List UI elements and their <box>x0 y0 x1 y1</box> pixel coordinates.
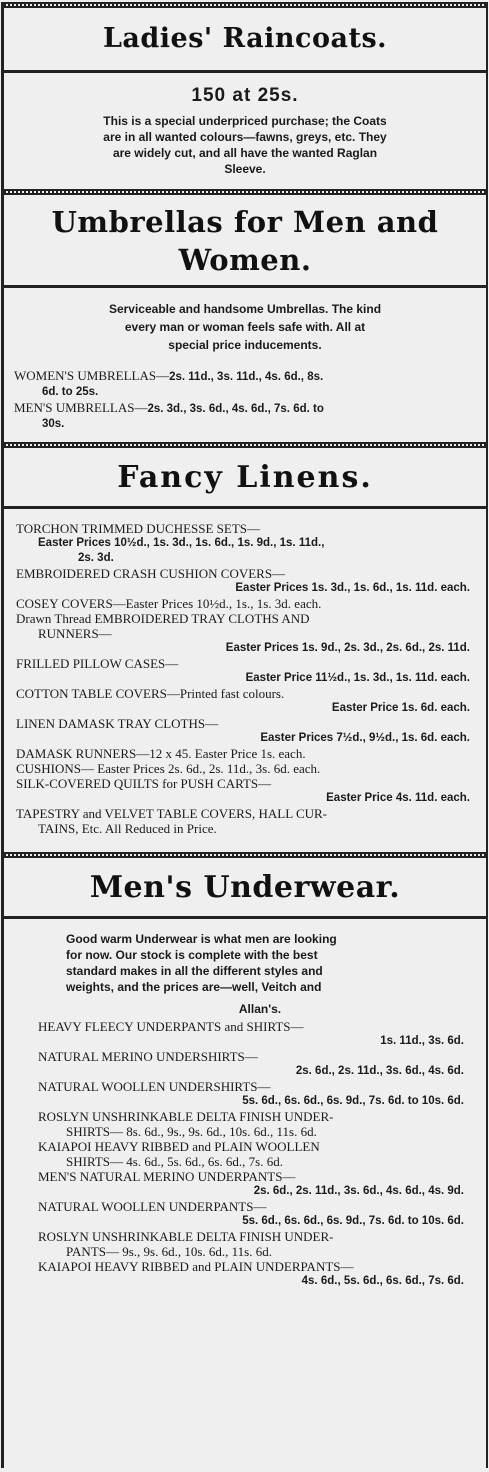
price-line: NATURAL WOOLLEN UNDERPANTS— <box>38 1199 267 1214</box>
price-line: ROSLYN UNSHRINKABLE DELTA FINISH UNDER- <box>38 1109 334 1124</box>
price-line: TAPESTRY and VELVET TABLE COVERS, HALL CUR- <box>16 806 328 821</box>
price-line: PANTS— 9s., 9s. 6d., 10s. 6d., 11s. 6d. <box>66 1244 272 1259</box>
umbrellas-box <box>4 288 486 442</box>
price-line: NATURAL WOOLLEN UNDERSHIRTS— <box>38 1079 271 1094</box>
price-line: LINEN DAMASK TRAY CLOTHS— <box>16 716 219 731</box>
price-line: KAIAPOI HEAVY RIBBED and PLAIN WOOLLEN <box>38 1139 320 1154</box>
price-line: SHIRTS— 4s. 6d., 5s. 6d., 6s. 6d., 7s. 6d. <box>66 1154 283 1169</box>
raincoats-offer: 150 at 25s. <box>191 85 299 106</box>
description-line: are widely cut, and all have the wanted Raglan <box>112 146 378 160</box>
price-line: Easter Prices 7½d., 9½d., 1s. 6d. each. <box>260 732 470 744</box>
price-line: TORCHON TRIMMED DUCHESSE SETS— <box>16 521 261 536</box>
underwear-description-end: Allan's. <box>238 1002 282 1016</box>
underwear-title: Men's Underwear. <box>89 870 401 905</box>
underwear-description <box>4 931 476 995</box>
price-line: SHIRTS— 8s. 6d., 9s., 9s. 6d., 10s. 6d., 11s. 6d. <box>66 1124 317 1139</box>
price-line: SILK-COVERED QUILTS for PUSH CARTS— <box>16 776 272 791</box>
price-line: Drawn Thread EMBROIDERED TRAY CLOTHS AND <box>16 611 310 626</box>
umbrellas-price-list <box>14 368 476 432</box>
underwear-box <box>4 919 486 1289</box>
umbrellas-description <box>14 300 476 354</box>
description-line: weights, and the prices are—well, Veitch and <box>66 980 322 994</box>
linens-title: Fancy Linens. <box>117 460 373 495</box>
price-line: DAMASK RUNNERS—12 x 45. Easter Price 1s. each. <box>16 746 306 761</box>
umbrellas-title <box>4 195 486 285</box>
underwear-price-list <box>4 1019 476 1289</box>
price-line: 4s. 6d., 5s. 6d., 6s. 6d., 7s. 6d. <box>301 1275 464 1287</box>
umbrellas-title-line1: Umbrellas for Men and <box>51 205 439 239</box>
price-line: COTTON TABLE COVERS—Printed fast colours. <box>16 686 285 701</box>
price-line <box>14 368 476 385</box>
description-line: are in all wanted colours—fawns, greys, etc. They <box>103 130 387 144</box>
price-line: TAINS, Etc. All Reduced in Price. <box>38 821 217 836</box>
umbrellas-title-line2: Women. <box>178 243 312 277</box>
price-line: 2s. 3d. <box>78 552 114 564</box>
description-line: Good warm Underwear is what men are looking <box>66 932 337 946</box>
price-line: 5s. 6d., 6s. 6d., 6s. 9d., 7s. 6d. to 10s. 6d. <box>242 1215 464 1227</box>
price-line: 6d. to 25s. <box>42 386 99 398</box>
description-line: This is a special underpriced purchase; the Coats <box>103 114 387 128</box>
price-line: NATURAL MERINO UNDERSHIRTS— <box>38 1049 258 1064</box>
description-line: Sleeve. <box>224 162 266 176</box>
item-price: 2s. 11d., 3s. 11d., 4s. 6d., 8s. <box>169 371 324 383</box>
item-price: 2s. 3d., 3s. 6d., 4s. 6d., 7s. 6d. to <box>147 403 324 415</box>
price-line: MEN'S NATURAL MERINO UNDERPANTS— <box>38 1169 296 1184</box>
price-line: 2s. 6d., 2s. 11d., 3s. 6d., 4s. 6d., 4s. 9d. <box>253 1185 464 1197</box>
price-line: CUSHIONS— Easter Prices 2s. 6d., 2s. 11d., 3s. 6d. each. <box>16 761 321 776</box>
price-line: Easter Price 4s. 11d. each. <box>326 792 470 804</box>
raincoats-title: Ladies' Raincoats. <box>102 23 388 54</box>
price-line: Easter Prices 1s. 9d., 2s. 3d., 2s. 6d., 2s. 11d. <box>225 642 470 654</box>
price-line: 5s. 6d., 6s. 6d., 6s. 9d., 7s. 6d. to 10s. 6d. <box>242 1095 464 1107</box>
advertisement-column <box>1 2 488 1468</box>
description-line: for now. Our stock is complete with the best <box>66 948 318 962</box>
linens-price-list <box>4 509 486 852</box>
description-line: standard makes in all the different styles and <box>66 964 323 978</box>
price-line: ROSLYN UNSHRINKABLE DELTA FINISH UNDER- <box>38 1229 334 1244</box>
item-name: WOMEN'S UMBRELLAS— <box>14 368 170 383</box>
price-line: 30s. <box>42 418 65 430</box>
price-line: KAIAPOI HEAVY RIBBED and PLAIN UNDERPANTS— <box>38 1259 354 1274</box>
price-line: Easter Price 11½d., 1s. 3d., 1s. 11d. each. <box>245 672 470 684</box>
raincoats-box <box>4 73 486 189</box>
price-line: COSEY COVERS—Easter Prices 10½d., 1s., 1s. 3d. each. <box>16 596 322 611</box>
price-line <box>14 400 476 417</box>
price-line: Easter Price 1s. 6d. each. <box>331 702 470 714</box>
item-name: MEN'S UMBRELLAS— <box>14 400 148 415</box>
description-line: special price inducements. <box>168 338 322 352</box>
price-line: RUNNERS— <box>38 626 112 641</box>
description-line: every man or woman feels safe with. All at <box>124 320 366 334</box>
price-line: 2s. 6d., 2s. 11d., 3s. 6d., 4s. 6d. <box>295 1065 464 1077</box>
price-line: Easter Prices 10½d., 1s. 3d., 1s. 6d., 1s. 9d., 1s. 11d., <box>38 537 325 549</box>
raincoats-description <box>14 113 476 177</box>
price-line: Easter Prices 1s. 3d., 1s. 6d., 1s. 11d. each. <box>235 582 470 594</box>
price-line: HEAVY FLEECY UNDERPANTS and SHIRTS— <box>38 1019 304 1034</box>
description-line: Serviceable and handsome Umbrellas. The kind <box>108 302 382 316</box>
price-line: FRILLED PILLOW CASES— <box>16 656 179 671</box>
price-line: EMBROIDERED CRASH CUSHION COVERS— <box>16 566 286 581</box>
price-line: 1s. 11d., 3s. 6d. <box>380 1035 464 1047</box>
